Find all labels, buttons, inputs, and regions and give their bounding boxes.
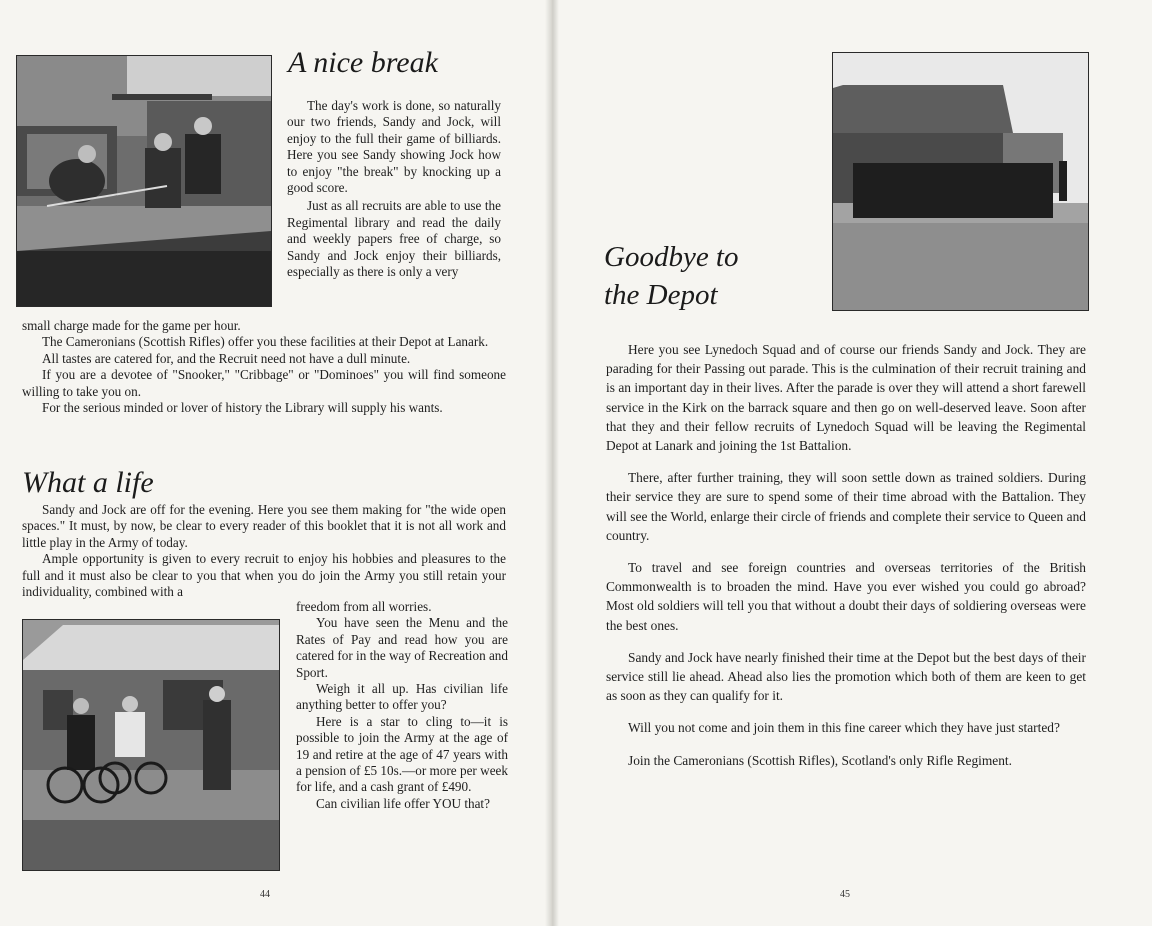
break-paragraph: The day's work is done, so naturally our two friends, Sandy and Jock, will enjoy to the full their game of billiards. Here you see Sandy showing Jock how to enjoy "the break" by knocking up a good score.: [287, 98, 501, 196]
life-text-wide: [22, 502, 506, 600]
goodbye-text-block: [606, 340, 1086, 783]
title-line: Goodbye to: [604, 241, 739, 273]
section-title-break: A nice break: [288, 46, 438, 79]
life-paragraph: Here is a star to cling to—it is possible to join the Army at the age of 19 and retire at the age of 47 years with a pension of £5 10s.—or more per week for life, and a cash grant of £490.: [296, 713, 508, 795]
title-line: the Depot: [604, 279, 718, 311]
left-page: [0, 0, 548, 926]
billiards-photo: [16, 55, 272, 307]
break-paragraph: The Cameronians (Scottish Rifles) offer you these facilities at their Depot at Lanark.: [42, 334, 489, 350]
page-number-right: 45: [840, 889, 850, 900]
break-paragraph: For the serious minded or lover of history the Library will supply his wants.: [42, 400, 443, 416]
goodbye-paragraph: Sandy and Jock have nearly finished their time at the Depot but the best days of their service still lie ahead. Ahead also lies the promotion which both of them are keen to get as soon as they can qualify for it.: [606, 649, 1086, 704]
break-paragraph: If you are a devotee of "Snooker," "Cribbage" or "Dominoes" you will find someone willing to take you on.: [22, 367, 506, 399]
right-page: [558, 0, 1152, 926]
life-paragraph: Can civilian life offer YOU that?: [316, 795, 490, 811]
goodbye-paragraph: Will you not come and join them in this fine career which they have just started?: [628, 720, 1060, 736]
break-paragraph-continuation: small charge made for the game per hour.: [22, 318, 241, 333]
life-paragraph: Weigh it all up. Has civilian life anything better to offer you?: [296, 681, 508, 713]
goodbye-paragraph: To travel and see foreign countries and overseas territories of the British Commonwealth is to broaden the mind. Have you ever wished you could go abroad? Most old soldiers will tell you that without a doubt their days of soldiering overseas were the best ones.: [606, 560, 1086, 633]
life-paragraph: Sandy and Jock are off for the evening. Here you see them making for "the wide open spaces." It must, by now, be clear to every reader of this booklet that it is not all work and little play in the Army of today.: [22, 502, 506, 550]
life-text-side: [296, 599, 508, 812]
break-paragraph: All tastes are catered for, and the Recruit need not have a dull minute.: [42, 350, 411, 366]
section-title-goodbye: [604, 238, 739, 314]
goodbye-paragraph: There, after further training, they will soon settle down as trained soldiers. During their service they are sure to spend some of their time abroad with the Battalion. They will see the World, enlarge their circle of friends and complete their service to Queen and country.: [606, 470, 1086, 543]
goodbye-paragraph: Join the Cameronians (Scottish Rifles), Scotland's only Rifle Regiment.: [628, 752, 1012, 768]
break-text-wide: [22, 318, 506, 416]
goodbye-paragraph: Here you see Lynedoch Squad and of course our friends Sandy and Jock. They are parading for their Passing out parade. This is the culmination of their recruit training and is an important day in their lives. After the parade is over they will attend a short farewell service in the Kirk on the barrack square and then go on well-deserved leave. Soon after that they and their fellow recruits of Lynedoch Squad will be leaving the Regimental Depot at Lanark and joining the 1st Battalion.: [606, 342, 1086, 454]
section-title-life: What a life: [22, 466, 154, 499]
life-paragraph: You have seen the Menu and the Rates of Pay and read how you are catered for in the way of Recreation and Sport.: [296, 615, 508, 680]
break-paragraph: Just as all recruits are able to use the Regimental library and read the daily and weekly papers free of charge, so Sandy and Jock enjoy their billiards, especially as there is only a very: [287, 198, 501, 280]
life-paragraph: Ample opportunity is given to every recruit to enjoy his hobbies and pleasures to the full and it must also be clear to you that when you do join the Army you still retain your individuality, combined with a: [22, 551, 506, 600]
break-text-block: [287, 98, 501, 280]
parade-photo: [832, 52, 1089, 311]
page-number-left: 44: [260, 889, 270, 900]
bicycles-photo: [22, 619, 280, 871]
life-paragraph-continuation: freedom from all worries.: [296, 599, 432, 614]
